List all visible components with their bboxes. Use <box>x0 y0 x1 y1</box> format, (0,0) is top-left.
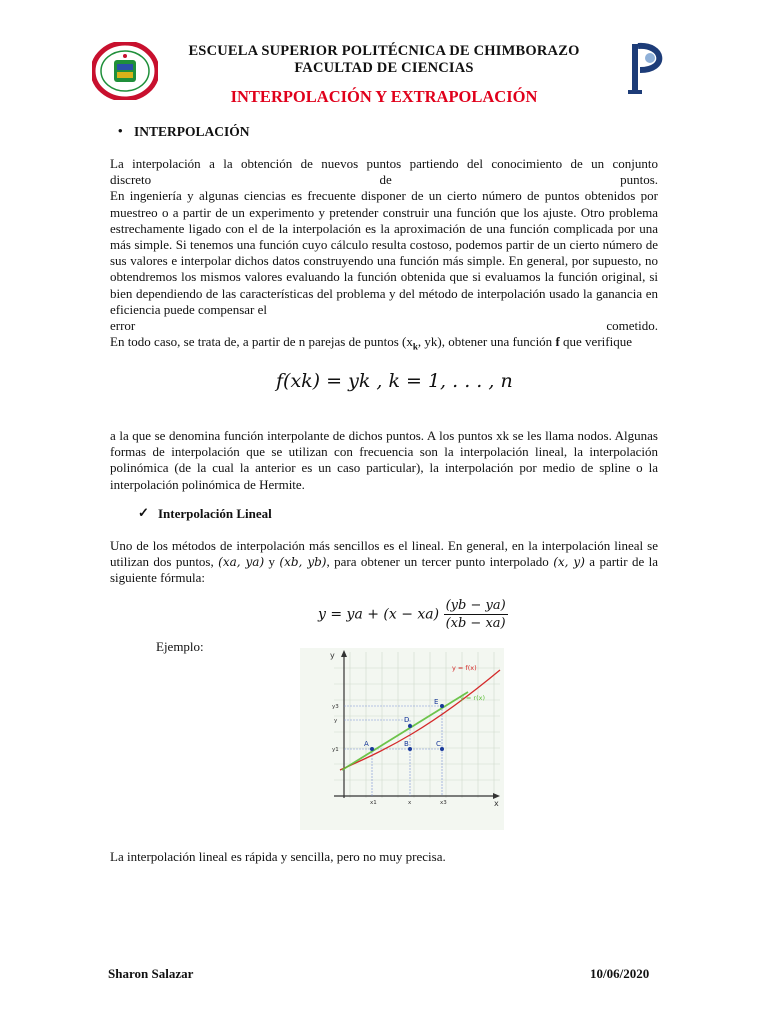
y-tick-y3: y3 <box>332 704 339 710</box>
linear-formula <box>318 598 508 631</box>
paragraph-1-line-1: La interpolación a la obtención de nuevos puntos partiendo del conocimiento de un conjunto <box>110 156 658 171</box>
paragraph-3-sub: k <box>412 341 418 352</box>
point-label-a: A <box>364 740 369 748</box>
paragraph-3-b: , yk), obtener una función <box>417 334 556 350</box>
guide-lines <box>344 706 442 796</box>
point-label-d: D <box>404 716 410 724</box>
y-tick-y: y <box>334 718 338 724</box>
line-label: y = r(x) <box>460 694 486 702</box>
linear-text-c: , para obtener un tercer punto interpolado <box>326 554 554 570</box>
point-a: (xa, ya) <box>218 555 265 570</box>
subsection-heading-text: Interpolación Lineal <box>158 506 272 521</box>
interpolation-figure <box>300 648 504 830</box>
section-heading-text: INTERPOLACIÓN <box>134 124 250 139</box>
example-label: Ejemplo: <box>156 639 204 654</box>
footer-date: 10/06/2020 <box>590 966 650 981</box>
linear-text-d: a partir de la siguiente fórmula: <box>110 554 659 586</box>
paragraph-3-a: En todo caso, se trata de, a partir de n parejas de puntos (x <box>110 334 413 350</box>
paragraph-3 <box>110 334 658 355</box>
faculty-name: FACULTAD DE CIENCIAS <box>294 60 474 76</box>
paragraph-2-end: error cometido. <box>110 318 658 334</box>
checkmark-icon: ✓ <box>138 505 149 520</box>
x-tick-x1: x1 <box>370 800 377 806</box>
linear-text-b: y <box>264 554 280 570</box>
interpolation-equation: f(xk) = yk , k = 1, . . . , n <box>276 370 513 392</box>
footer-author: Sharon Salazar <box>108 966 194 981</box>
point-b: (xb, yb) <box>279 555 327 570</box>
x-tick-x: x <box>408 800 412 806</box>
paragraph-2-text: En ingeniería y algunas ciencias es frecuente disponer de un cierto número de puntos obtenidos por muestreo o a partir de un experimento y pretender construir una función que los ajuste. Otro problema estrechamente ligado con el de la interpolación es la aproximación de una función complicada por una más simple. Si tenemos una función cuyo cálculo resulta costoso, podemos partir de un cierto número de sus valores e interpolar dichos datos construyendo una función más simple. En general, por supuesto, no obtendremos los mismos valores evaluando la función obtenida que si evaluamos la función original, si bien dependiendo de las características del problema y del método de interpolación usado la ganancia en eficiencia puede compensar el <box>110 188 658 317</box>
y-axis-label: y <box>330 651 335 660</box>
subsection-heading <box>138 505 272 522</box>
paragraph-1-line-2: discreto de puntos. <box>110 172 658 188</box>
closing-sentence: La interpolación lineal es rápida y sencilla, pero no muy precisa. <box>110 849 446 864</box>
intro-block <box>110 156 658 355</box>
y-tick-y1: y1 <box>332 747 339 753</box>
point-label-e: E <box>434 698 439 706</box>
curve-label: y = f(x) <box>452 664 477 672</box>
institution-name: ESCUELA SUPERIOR POLITÉCNICA DE CHIMBORAZO <box>188 43 580 59</box>
paragraph-3-bold: f <box>555 334 560 350</box>
line-rx <box>342 692 468 770</box>
point-c: (x, y) <box>553 555 585 570</box>
x-tick-x3: x3 <box>440 800 447 806</box>
paragraph-2 <box>110 188 658 318</box>
y-axis-arrow <box>341 650 347 657</box>
figure-grid <box>334 652 500 798</box>
paragraph-3-c: que verifique <box>559 334 632 350</box>
formula-fraction <box>444 598 508 631</box>
point-label-c: C <box>436 740 441 748</box>
x-axis-label: x <box>494 799 499 808</box>
document-title: INTERPOLACIÓN Y EXTRAPOLACIÓN <box>230 87 538 106</box>
formula-numerator: (yb − ya) <box>445 598 506 613</box>
paragraph-4: a la que se denomina función interpolante de dichos puntos. A los puntos xk se les llama nodos. Algunas formas de interpolación que se utilizan con frecuencia son la interpolación lineal, la interpolación polinómica (de la cual la anterior es un caso particular), la interpolación por medio de spline o la interpolación polinómica de Hermite. <box>110 428 658 492</box>
linear-text-a: Uno de los métodos de interpolación más sencillos es el lineal. En general, en la interpolación lineal se utilizan dos puntos, <box>110 538 658 570</box>
formula-denominator: (xb − xa) <box>445 616 506 631</box>
formula-lhs: y = ya + (x − xa) <box>318 606 440 623</box>
section-heading <box>118 123 250 140</box>
linear-paragraph <box>110 538 658 587</box>
point-label-b: B <box>404 740 409 748</box>
bullet-icon: • <box>118 123 123 138</box>
